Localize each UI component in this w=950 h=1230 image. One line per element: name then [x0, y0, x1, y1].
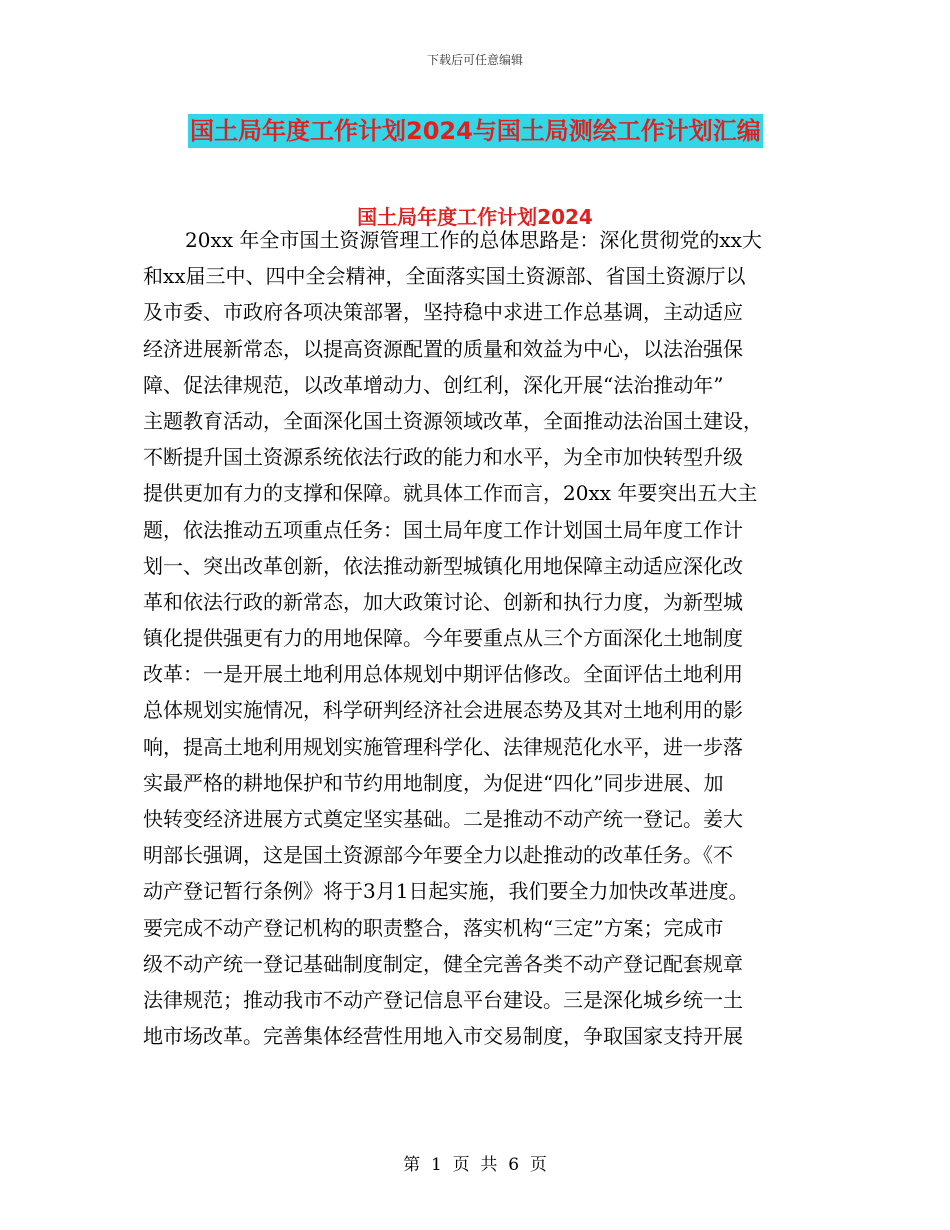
body-line: 地市场改革。完善集体经营性用地入市交易制度，争取国家支持开展	[143, 1024, 743, 1049]
section-title: 国土局年度工作计划2024	[357, 205, 593, 229]
page-number-footer: 第 1 页 共 6 页	[403, 1155, 547, 1175]
body-line: 提供更加有力的支撑和保障。就具体工作而言，20xx 年要突出五大主	[143, 481, 758, 506]
body-line: 革和依法行政的新常态，加大政策讨论、创新和执行力度，为新型城	[143, 589, 743, 614]
body-line: 20xx 年全市国土资源管理工作的总体思路是：深化贯彻党的xx大	[185, 228, 762, 252]
body-line: 和xx届三中、四中全会精神，全面落实国土资源部、省国土资源厅以	[143, 264, 746, 289]
body-line: 要完成不动产登记机构的职责整合，落实机构“三定”方案；完成市	[143, 915, 724, 940]
body-line: 明部长强调，这是国土资源部今年要全力以赴推动的改革任务。《不	[143, 843, 733, 868]
body-line: 不断提升国土资源系统依法行政的能力和水平，为全市加快转型升级	[143, 445, 743, 470]
body-line: 级不动产统一登记基础制度制定，健全完善各类不动产登记配套规章	[143, 951, 743, 976]
body-line: 经济进展新常态，以提高资源配置的质量和效益为中心，以法治强保	[143, 336, 743, 361]
body-line: 响，提高土地利用规划实施管理科学化、法律规范化水平，进一步落	[143, 734, 743, 759]
page-header: 下载后可任意编辑	[426, 53, 523, 67]
body-paragraph	[143, 222, 803, 1054]
body-line: 题，依法推动五项重点任务：国土局年度工作计划国土局年度工作计	[143, 517, 743, 542]
body-line: 动产登记暂行条例》将于3月1日起实施，我们要全力加快改革进度。	[143, 879, 749, 904]
body-line: 划一、突出改革创新，依法推动新型城镇化用地保障主动适应深化改	[143, 553, 743, 578]
document-main-title: 国土局年度工作计划2024与国土局测绘工作计划汇编	[188, 114, 763, 148]
body-line: 障、促法律规范，以改革增动力、创红利，深化开展“法治推动年”	[143, 372, 724, 397]
body-line: 快转变经济进展方式奠定坚实基础。二是推动不动产统一登记。姜大	[143, 807, 743, 831]
body-line: 法律规范；推动我市不动产登记信息平台建设。三是深化城乡统一土	[143, 987, 743, 1012]
body-line: 及市委、市政府各项决策部署，坚持稳中求进工作总基调，主动适应	[143, 300, 743, 325]
body-line: 总体规划实施情况，科学研判经济社会进展态势及其对土地利用的影	[143, 698, 743, 723]
body-line: 主题教育活动，全面深化国土资源领域改革，全面推动法治国土建设，	[143, 408, 763, 433]
body-line: 实最严格的耕地保护和节约用地制度，为促进“四化”同步进展、加	[143, 770, 724, 795]
body-line: 镇化提供强更有力的用地保障。今年要重点从三个方面深化土地制度	[143, 626, 743, 651]
body-line: 改革：一是开展土地利用总体规划中期评估修改。全面评估土地利用	[143, 662, 743, 687]
